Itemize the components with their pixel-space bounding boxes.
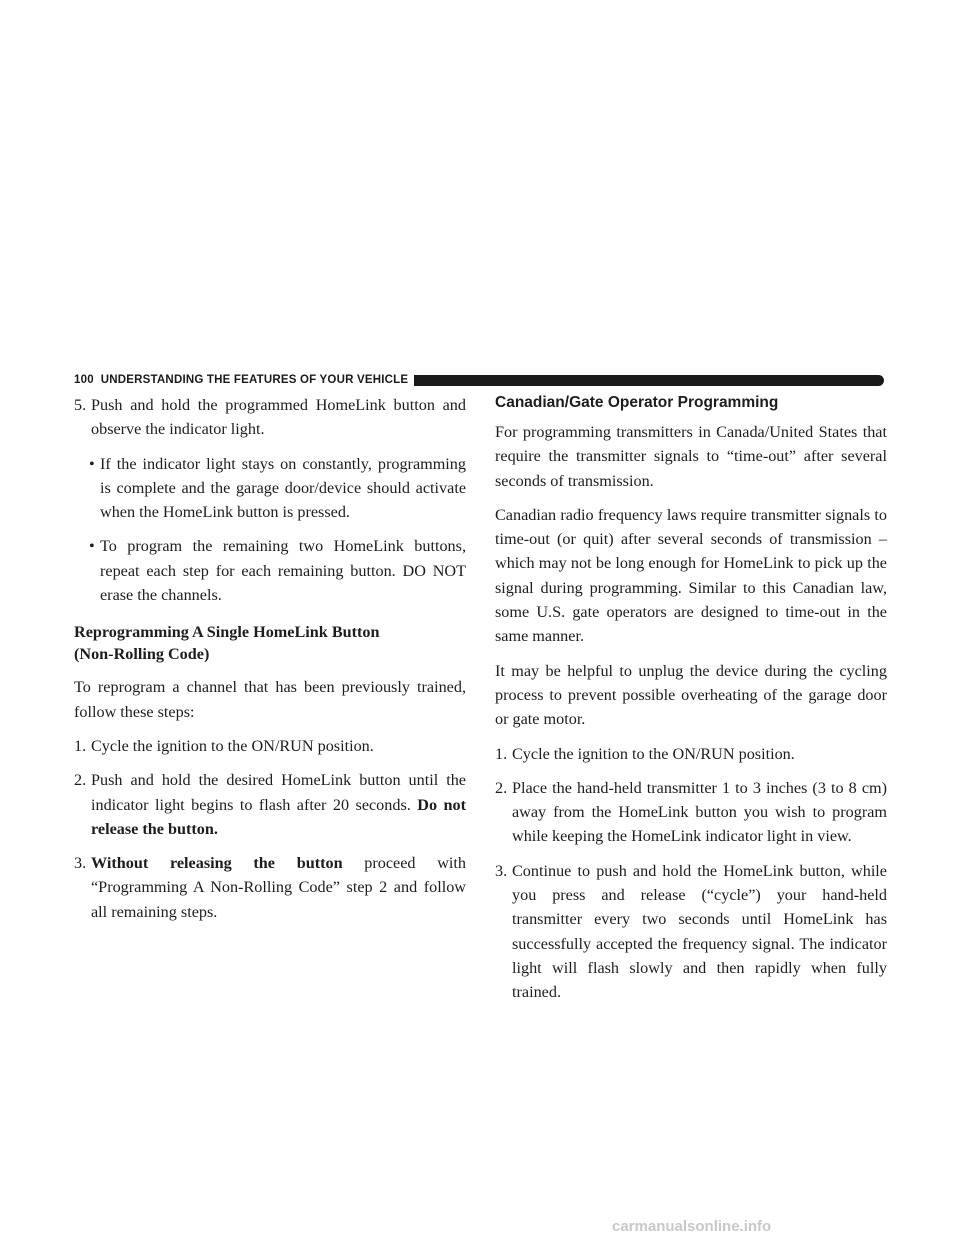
step-2: 2. Place the hand-held transmitter 1 to 3 inches (3 to 8 cm) away from the HomeLink button you wish to program while keeping the HomeLink indicator light in view. [495,778,887,846]
watermark: carmanualsonline.info [612,1218,772,1235]
step-2: 2. Push and hold the desired HomeLink button until the indicator light begins to flash after 20 seconds. Do not release the button. [74,771,467,838]
bullet-icon: • [89,537,95,556]
step-1: 1. Cycle the ignition to the ON/RUN position. [495,744,795,763]
intro-paragraph: To reprogram a channel that has been previously trained, follow these steps: [74,678,466,721]
paragraph-2: Canadian radio frequency laws require transmitter signals to time-out (or quit) after several seconds of transmission – which may not be long enough for HomeLink to pick up the signal during programming. Similar to this Canadian law, some U.S. gate operators are designed to time-out in the same manner. [495,505,887,646]
paragraph-1: For programming transmitters in Canada/United States that require the transmitter signals to “time-out” after several seconds of transmission. [495,423,887,490]
subheading: Reprogramming A Single HomeLink Button (Non-Rolling Code) [74,623,380,664]
right-column [495,393,887,1015]
header-rule [414,375,884,386]
section-heading: Canadian/Gate Operator Programming [495,394,779,411]
bullet-icon: • [89,454,95,473]
step-1: 1. Cycle the ignition to the ON/RUN position. [74,736,374,755]
step-5: 5. Push and hold the programmed HomeLink button and observe the indicator light. [74,396,466,439]
paragraph-3: It may be helpful to unplug the device during the cycling process to prevent possible overheating of the garage door or gate motor. [495,661,887,729]
bullet-item: • To program the remaining two HomeLink buttons, repeat each step for each remaining button. DO NOT erase the channels. [74,534,466,607]
left-column [74,393,466,934]
step-3: 3. Continue to push and hold the HomeLink button, while you press and release (“cycle”) your hand-held transmitter every two seconds until HomeLink has successfully accepted the frequency signal. The indicator light will flash slowly and then rapidly when fully trained. [495,861,887,1002]
bullet-item: • If the indicator light stays on constantly, programming is complete and the garage door/device should activate when the HomeLink button is pressed. [74,452,466,525]
page-header [74,372,884,388]
section-title: UNDERSTANDING THE FEATURES OF YOUR VEHICLE [100,374,409,386]
page-number: 100 [74,374,94,386]
step-3: 3. Without releasing the button proceed with “Programming A Non-Rolling Code” step 2 and follow all remaining steps. [74,854,467,921]
